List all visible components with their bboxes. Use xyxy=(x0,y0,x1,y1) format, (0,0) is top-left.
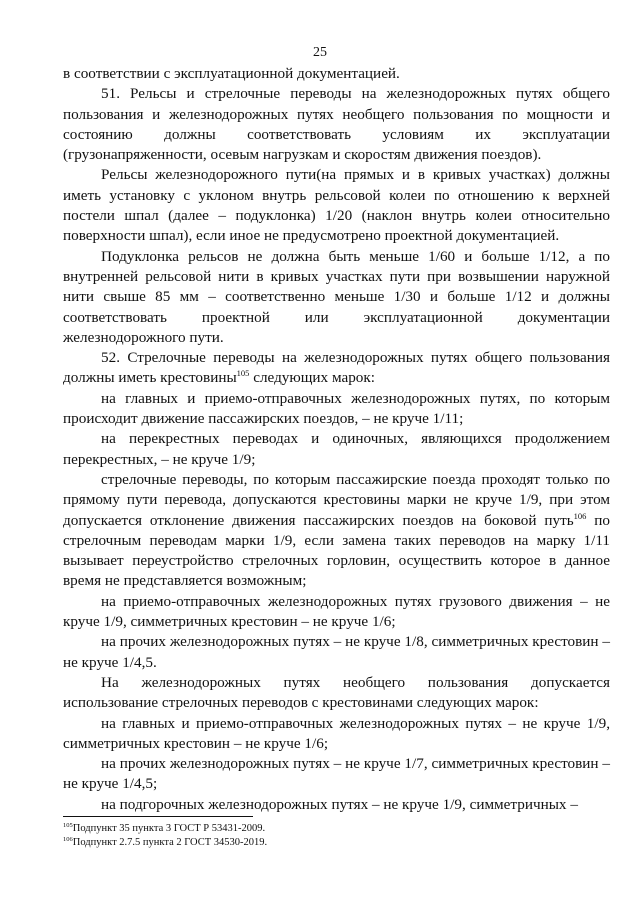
paragraph: На железнодорожных путях необщего пользования допускается использование стрелочных переводов с крестовинами следующих марок: xyxy=(63,673,610,712)
list-item: на главных и приемо-отправочных железнодорожных путях, по которым происходит движение пассажирских поездов, – не круче 1/11; xyxy=(63,389,610,428)
list-item: на прочих железнодорожных путях – не круче 1/7, симметричных крестовин – не круче 1/4,5; xyxy=(63,755,610,793)
list-item: на прочих железнодорожных путях – не круче 1/8, симметричных крестовин – не круче 1/4,5. xyxy=(63,633,610,671)
list-item xyxy=(63,470,610,592)
paragraph-text: по стрелочным переводам марки 1/9, если замена таких переводов на марку 1/11 вызывает переустройство стрелочных горловин, осуществить которое в данное время не представляется возможным; xyxy=(63,511,610,590)
footnote xyxy=(63,822,610,836)
paragraph: Рельсы железнодорожного пути(на прямых и в кривых участках) должны иметь установку с уклоном внутрь рельсовой колеи по отношению к верхней постели шпал (далее – подуклонка) 1/20 (наклон внутрь колеи относительно поверхности шпал), если иное не предусмотрено проектной документацией. xyxy=(63,166,610,245)
paragraph: в соответствии с эксплуатационной документацией. xyxy=(63,65,400,82)
paragraph-text: 52. Стрелочные переводы на железнодорожных путях общего пользования должны иметь крестовины xyxy=(63,349,610,387)
document-body xyxy=(63,64,610,815)
footnote-text: Подпункт 2.7.5 пункта 2 ГОСТ 34530-2019. xyxy=(72,837,268,848)
paragraph-item-51: 51. Рельсы и стрелочные переводы на железнодорожных путях общего пользования и железнодорожных путях необщего пользования по мощности и состоянию должны соответствовать условиям их эксплуатации (грузонапряженности, осевым нагрузкам и скоростям движения поездов). xyxy=(63,85,610,164)
list-item: на главных и приемо-отправочных железнодорожных путях – не круче 1/9, симметричных крестовин – не круче 1/6; xyxy=(63,714,610,752)
footnote xyxy=(63,836,610,850)
paragraph: Подуклонка рельсов не должна быть меньше 1/60 и больше 1/12, а по внутренней рельсовой нити в кривых участках пути при возвышении наружной нити свыше 85 мм – соответственно меньше 1/30 и больше 1/12 и должны соответствовать проектной или эксплуатационной документации железнодорожного пути. xyxy=(63,247,610,346)
paragraph-text: следующих марок: xyxy=(249,369,375,387)
footnote-reference: 106 xyxy=(573,510,587,521)
footnote-divider xyxy=(63,816,253,817)
paragraph-text: стрелочные переводы, по которым пассажирские поезда проходят только по прямому пути перевода, допускаются крестовины марки не круче 1/9, при этом допускается отклонение движения пассажирских поездов на боковой путь xyxy=(63,470,610,529)
footnote-number: 105 xyxy=(63,822,73,829)
footnote-text: Подпункт 35 пункта 3 ГОСТ Р 53431-2009. xyxy=(72,823,266,834)
list-item: на подгорочных железнодорожных путях – не круче 1/9, симметричных – xyxy=(101,795,578,813)
page-number: 25 xyxy=(313,45,327,60)
list-item: на перекрестных переводах и одиночных, являющихся продолжением перекрестных, – не круче 1/9; xyxy=(63,430,610,468)
footnote-reference: 105 xyxy=(236,368,250,379)
list-item: на приемо-отправочных железнодорожных путях грузового движения – не круче 1/9, симметричных крестовин – не круче 1/6; xyxy=(63,592,610,631)
footnote-number: 106 xyxy=(63,836,73,843)
paragraph-item-52 xyxy=(63,348,610,389)
footnotes xyxy=(63,822,610,850)
